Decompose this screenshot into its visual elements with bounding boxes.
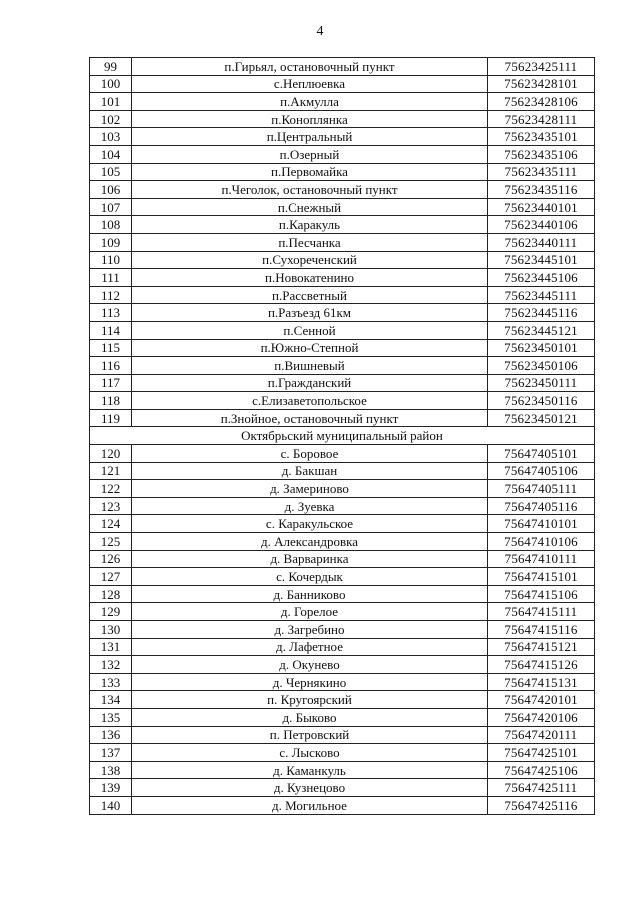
- row-number: 137: [90, 744, 132, 762]
- oktmo-code: 75647415121: [488, 638, 595, 656]
- table-row: [90, 779, 595, 797]
- table-row: [90, 497, 595, 515]
- table-row: [90, 656, 595, 674]
- row-number: 118: [90, 392, 132, 410]
- row-number: 112: [90, 286, 132, 304]
- row-number: 104: [90, 145, 132, 163]
- oktmo-code: 75623445121: [488, 321, 595, 339]
- row-number: 105: [90, 163, 132, 181]
- table-row: [90, 269, 595, 287]
- settlement-name: д. Могильное: [132, 796, 488, 814]
- settlement-name: п.Новокатенино: [132, 269, 488, 287]
- oktmo-code: 75623450106: [488, 357, 595, 375]
- row-number: 120: [90, 445, 132, 463]
- table-row: [90, 110, 595, 128]
- row-number: 114: [90, 321, 132, 339]
- settlement-name: п.Знойное, остановочный пункт: [132, 409, 488, 427]
- row-number: 140: [90, 796, 132, 814]
- settlement-name: п.Акмулла: [132, 93, 488, 111]
- row-number: 109: [90, 233, 132, 251]
- table-row: [90, 726, 595, 744]
- row-number: 107: [90, 198, 132, 216]
- table-row: [90, 462, 595, 480]
- table-row: [90, 796, 595, 814]
- table-row: [90, 603, 595, 621]
- row-number: 110: [90, 251, 132, 269]
- oktmo-code: 75623440106: [488, 216, 595, 234]
- row-number: 130: [90, 621, 132, 639]
- oktmo-code: 75623435101: [488, 128, 595, 146]
- oktmo-code: 75647415126: [488, 656, 595, 674]
- row-number: 117: [90, 374, 132, 392]
- table-row: [90, 550, 595, 568]
- oktmo-code: 75647420106: [488, 708, 595, 726]
- settlement-name: п.Сухореченский: [132, 251, 488, 269]
- table-row: [90, 621, 595, 639]
- settlement-name: с.Елизаветопольское: [132, 392, 488, 410]
- oktmo-code: 75647425111: [488, 779, 595, 797]
- oktmo-code: 75623435106: [488, 145, 595, 163]
- row-number: 129: [90, 603, 132, 621]
- table-row: [90, 708, 595, 726]
- oktmo-code: 75623445111: [488, 286, 595, 304]
- settlement-name: д. Каманкуль: [132, 761, 488, 779]
- table-row: [90, 128, 595, 146]
- oktmo-code: 75623440111: [488, 233, 595, 251]
- table-row: [90, 533, 595, 551]
- row-number: 115: [90, 339, 132, 357]
- row-number: 111: [90, 269, 132, 287]
- oktmo-code: 75623428111: [488, 110, 595, 128]
- settlement-name: д. Зуевка: [132, 497, 488, 515]
- table-row: [90, 75, 595, 93]
- table-row: [90, 233, 595, 251]
- settlement-name: с. Каракульское: [132, 515, 488, 533]
- table-body-first-district: [90, 58, 595, 427]
- settlement-name: д. Окунево: [132, 656, 488, 674]
- oktmo-code: 75647415101: [488, 568, 595, 586]
- table-row: [90, 198, 595, 216]
- settlement-name: д. Варваринка: [132, 550, 488, 568]
- oktmo-code: 75647405101: [488, 445, 595, 463]
- oktmo-code: 75647415116: [488, 621, 595, 639]
- row-number: 103: [90, 128, 132, 146]
- row-number: 106: [90, 181, 132, 199]
- oktmo-code: 75623440101: [488, 198, 595, 216]
- table-row: [90, 216, 595, 234]
- row-number: 128: [90, 585, 132, 603]
- settlement-name: с. Лысково: [132, 744, 488, 762]
- oktmo-code: 75623445101: [488, 251, 595, 269]
- oktmo-code: 75623450116: [488, 392, 595, 410]
- row-number: 134: [90, 691, 132, 709]
- oktmo-code: 75623425111: [488, 58, 595, 76]
- table-row: [90, 480, 595, 498]
- table-row: [90, 374, 595, 392]
- oktmo-code: 75647425106: [488, 761, 595, 779]
- settlement-name: п.Гражданский: [132, 374, 488, 392]
- row-number: 123: [90, 497, 132, 515]
- table-row: [90, 181, 595, 199]
- row-number: 136: [90, 726, 132, 744]
- settlement-name: п.Озерный: [132, 145, 488, 163]
- row-number: 133: [90, 673, 132, 691]
- oktmo-code: 75647425101: [488, 744, 595, 762]
- row-number: 119: [90, 409, 132, 427]
- oktmo-code: 75647425116: [488, 796, 595, 814]
- oktmo-code: 75623445106: [488, 269, 595, 287]
- settlement-name: п.Чеголок, остановочный пункт: [132, 181, 488, 199]
- table-row: [90, 568, 595, 586]
- row-number: 132: [90, 656, 132, 674]
- settlement-name: п.Песчанка: [132, 233, 488, 251]
- settlement-name: д. Александровка: [132, 533, 488, 551]
- settlement-name: п. Петровский: [132, 726, 488, 744]
- oktmo-code: 75623435111: [488, 163, 595, 181]
- settlement-name: п.Рассветный: [132, 286, 488, 304]
- table-row: [90, 304, 595, 322]
- oktmo-code: 75647405106: [488, 462, 595, 480]
- settlement-name: с.Неплюевка: [132, 75, 488, 93]
- section-title: Октябрьский муниципальный район: [90, 427, 595, 445]
- row-number: 139: [90, 779, 132, 797]
- table-row: [90, 321, 595, 339]
- row-number: 121: [90, 462, 132, 480]
- table-row: [90, 58, 595, 76]
- table-row: [90, 93, 595, 111]
- settlement-name: д. Загребино: [132, 621, 488, 639]
- oktmo-code: 75647415106: [488, 585, 595, 603]
- oktmo-code: 75647415111: [488, 603, 595, 621]
- table-row: [90, 515, 595, 533]
- table-row: [90, 339, 595, 357]
- table-row: [90, 638, 595, 656]
- settlements-table: [89, 57, 595, 815]
- row-number: 116: [90, 357, 132, 375]
- row-number: 113: [90, 304, 132, 322]
- settlement-name: д. Горелое: [132, 603, 488, 621]
- oktmo-code: 75623445116: [488, 304, 595, 322]
- settlement-name: с. Кочердык: [132, 568, 488, 586]
- section-row: [90, 427, 595, 445]
- settlement-name: д. Бакшан: [132, 462, 488, 480]
- oktmo-code: 75647405116: [488, 497, 595, 515]
- row-number: 125: [90, 533, 132, 551]
- settlement-name: п.Коноплянка: [132, 110, 488, 128]
- row-number: 102: [90, 110, 132, 128]
- settlement-name: с. Боровое: [132, 445, 488, 463]
- table-row: [90, 286, 595, 304]
- settlement-name: д. Замериново: [132, 480, 488, 498]
- oktmo-code: 75647405111: [488, 480, 595, 498]
- row-number: 127: [90, 568, 132, 586]
- settlement-name: п.Гирьял, остановочный пункт: [132, 58, 488, 76]
- table-row: [90, 251, 595, 269]
- settlement-name: д. Лафетное: [132, 638, 488, 656]
- row-number: 122: [90, 480, 132, 498]
- table-row: [90, 673, 595, 691]
- row-number: 135: [90, 708, 132, 726]
- oktmo-code: 75647420111: [488, 726, 595, 744]
- table-row: [90, 392, 595, 410]
- table-row: [90, 163, 595, 181]
- settlement-name: п.Разъезд 61км: [132, 304, 488, 322]
- settlement-name: п.Южно-Степной: [132, 339, 488, 357]
- oktmo-code: 75647410106: [488, 533, 595, 551]
- table-row: [90, 409, 595, 427]
- table-row: [90, 357, 595, 375]
- page-number: 4: [316, 24, 324, 39]
- oktmo-code: 75623428101: [488, 75, 595, 93]
- oktmo-code: 75647415131: [488, 673, 595, 691]
- row-number: 138: [90, 761, 132, 779]
- settlement-name: д. Банниково: [132, 585, 488, 603]
- settlement-name: п.Вишневый: [132, 357, 488, 375]
- table-row: [90, 585, 595, 603]
- oktmo-code: 75623450121: [488, 409, 595, 427]
- settlement-name: п.Первомайка: [132, 163, 488, 181]
- row-number: 126: [90, 550, 132, 568]
- settlement-name: п.Каракуль: [132, 216, 488, 234]
- table-row: [90, 761, 595, 779]
- oktmo-code: 75647410111: [488, 550, 595, 568]
- oktmo-code: 75647410101: [488, 515, 595, 533]
- table-row: [90, 691, 595, 709]
- settlement-name: п. Кругоярский: [132, 691, 488, 709]
- table-row: [90, 744, 595, 762]
- table-section-header: [90, 427, 595, 445]
- row-number: 108: [90, 216, 132, 234]
- settlement-name: п.Снежный: [132, 198, 488, 216]
- table-row: [90, 445, 595, 463]
- oktmo-code: 75623435116: [488, 181, 595, 199]
- settlement-name: п.Сенной: [132, 321, 488, 339]
- row-number: 131: [90, 638, 132, 656]
- table-row: [90, 145, 595, 163]
- settlement-name: д. Чернякино: [132, 673, 488, 691]
- row-number: 99: [90, 58, 132, 76]
- oktmo-code: 75623428106: [488, 93, 595, 111]
- table-body-oktyabrsky-district: [90, 445, 595, 814]
- oktmo-code: 75647420101: [488, 691, 595, 709]
- row-number: 101: [90, 93, 132, 111]
- settlement-name: п.Центральный: [132, 128, 488, 146]
- row-number: 124: [90, 515, 132, 533]
- row-number: 100: [90, 75, 132, 93]
- settlement-name: д. Кузнецово: [132, 779, 488, 797]
- oktmo-code: 75623450101: [488, 339, 595, 357]
- oktmo-code: 75623450111: [488, 374, 595, 392]
- settlement-name: д. Быково: [132, 708, 488, 726]
